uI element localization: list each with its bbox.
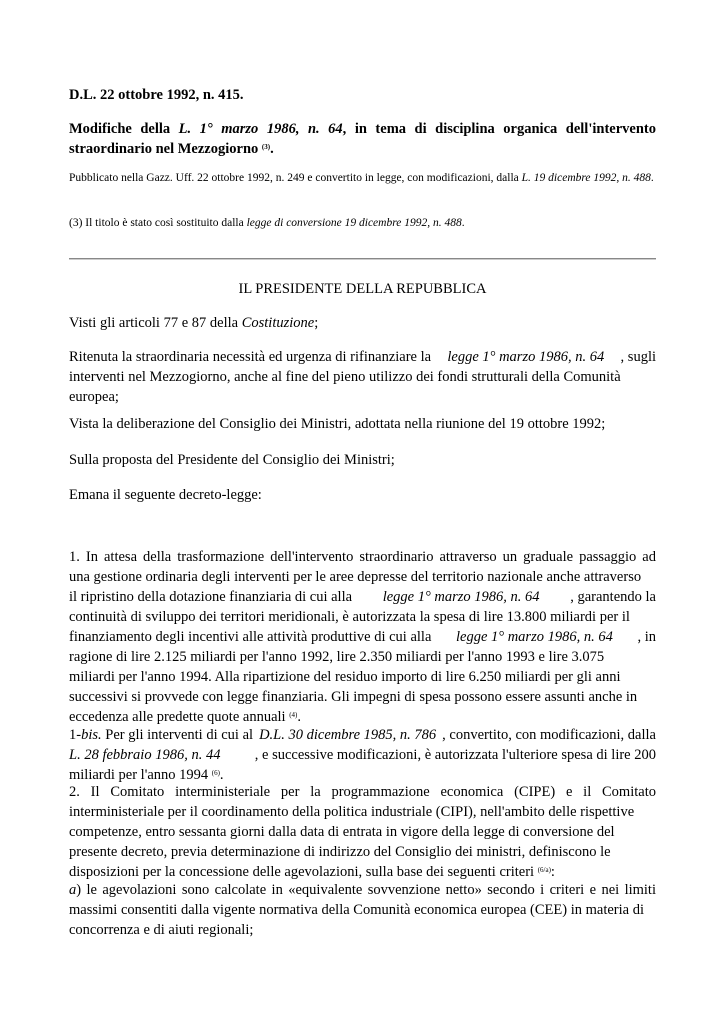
art2-line-5 <box>69 862 656 882</box>
art1-l5-law: legge 1° marzo 1986, n. 64 <box>456 629 613 645</box>
art1-line-4: continuità di sviluppo dei territori meridionali, è autorizzata la spesa di lire 13.800 miliardi per il <box>69 609 630 625</box>
art1-line-3 <box>69 587 656 607</box>
heading-text: Modifiche della <box>69 121 179 137</box>
visti-end: ; <box>314 315 319 331</box>
art1-line-1: 1. In attesa della trasformazione dell'intervento straordinario attraverso un graduale passaggio ad <box>69 549 656 565</box>
decree-heading <box>69 119 656 159</box>
crit-a-line-3: concorrenza e di aiuti regionali; <box>69 922 254 938</box>
art1bis-line-2 <box>69 745 656 765</box>
art1bis-l1-end: , convertito, con modificazioni, dalla <box>442 727 656 743</box>
ritenuta-line-1 <box>69 347 656 367</box>
article-1bis-paragraph <box>69 725 656 785</box>
art1bis-l1-pre: Per gli interventi di cui al <box>101 727 254 743</box>
article-1-paragraph <box>69 547 656 727</box>
crit-a-l1 <box>69 882 656 898</box>
ritenuta-paragraph <box>69 347 656 407</box>
dl-786-ref: D.L. 30 dicembre 1985, n. 786 <box>259 727 437 743</box>
art2-line-3: competenze, entro sessanta giorni dalla data di entrata in vigore della legge di conversione del <box>69 824 615 840</box>
art2-l5-text: disposizioni per la concessione delle agevolazioni, sulla base dei seguenti criteri <box>69 864 538 880</box>
divider <box>69 258 656 260</box>
art1bis-l3-text: miliardi per l'anno 1994 <box>69 767 212 783</box>
art1-line-2: una gestione ordinaria degli interventi per le aree depresse del territorio nazionale anche attraverso <box>69 569 642 585</box>
ritenuta-line-2: interventi nel Mezzogiorno, anche al fine del pieno utilizzo dei fondi strutturali della Comunità <box>69 369 621 385</box>
footnote-ref-4: (4) <box>289 711 298 719</box>
art1bis-l2-end: , e successive modificazioni, è autorizzata l'ulteriore spesa di lire 200 <box>254 747 656 763</box>
footnote-3-end: . <box>461 217 465 229</box>
art1-l3-end: , garantendo la <box>570 589 656 605</box>
crit-a-line-2: massimi consentiti dalla vigente normativa della Comunità economica europea (CEE) in materia di <box>69 902 644 918</box>
footnote-3-text: (3) Il titolo è stato così sostituito dalla <box>69 217 247 229</box>
criterion-a-paragraph <box>69 880 656 940</box>
sulla-paragraph: Sulla proposta del Presidente del Consiglio dei Ministri; <box>69 452 395 468</box>
art1-line-5 <box>69 627 656 647</box>
footnote-3-law: legge di conversione 19 dicembre 1992, n. 488 <box>246 217 462 229</box>
article-2-paragraph <box>69 782 656 882</box>
art2-line-4: presente decreto, previa determinazione di indirizzo del Consiglio dei ministri, definiscono le <box>69 844 611 860</box>
constitution-ref: Costituzione <box>241 315 315 331</box>
decree-title: D.L. 22 ottobre 1992, n. 415. <box>69 87 244 103</box>
footnote-ref-6a: (6/a) <box>537 866 551 874</box>
visti-text: Visti gli articoli 77 e 87 della <box>69 315 242 331</box>
footnote-ref-3: (3) <box>261 143 271 151</box>
art1bis-bis: bis. <box>81 727 102 743</box>
art1-line-6: ragione di lire 2.125 miliardi per l'anno 1992, lire 2.350 miliardi per l'anno 1993 e lire 3.075 <box>69 649 605 665</box>
art1-line-7: miliardi per l'anno 1994. Alla ripartizione del residuo importo di lire 6.250 miliardi per gli anni <box>69 669 621 685</box>
art1-l3-law: legge 1° marzo 1986, n. 64 <box>382 589 540 605</box>
art1bis-number: 1- <box>69 727 82 743</box>
art2-line-1: 2. Il Comitato interministeriale per la programmazione economica (CIPE) e il Comitato <box>69 784 656 800</box>
footnote-ref-6: (6) <box>211 769 220 777</box>
art2-l5-end: : <box>550 864 555 880</box>
publication-text: Pubblicato nella Gazz. Uff. 22 ottobre 1992, n. 249 e convertito in legge, con modificazioni, dalla <box>69 172 522 184</box>
art1-l9-text: eccedenza alle predette quote annuali <box>69 709 290 725</box>
vista-paragraph: Vista la deliberazione del Consiglio dei Ministri, adottata nella riunione del 19 ottobre 1992; <box>69 416 606 432</box>
art2-line-2: interministeriale per il coordinamento della politica industriale (CIPI), nell'ambito delle rispettive <box>69 804 635 820</box>
heading-text-cont: , in tema di disciplina organica dell'intervento straordinario nel Mezzogiorno <box>69 121 656 157</box>
publication-note <box>69 171 656 185</box>
art1-l5-text: finanziamento degli incentivi alle attività produttive di cui alla <box>69 629 432 645</box>
footnote-3 <box>69 216 656 230</box>
art1-line-9 <box>69 707 656 727</box>
heading-law-link: L. 1° marzo 1986, n. 64 <box>178 121 343 137</box>
art1bis-line-1 <box>69 725 656 745</box>
publication-law: L. 19 dicembre 1992, n. 488 <box>521 172 651 184</box>
visti-paragraph <box>69 313 656 333</box>
publication-end: . <box>650 172 654 184</box>
art1-line-8: successivi si provvede con legge finanziaria. Gli impegni di spesa possono essere assunti anche in <box>69 689 638 705</box>
ritenuta-line-3: europea; <box>69 389 119 405</box>
crit-a-l1-text: ) le agevolazioni sono calcolate in «equivalente sovvenzione netto» secondo i criteri e nei limiti <box>76 882 656 898</box>
heading-end: . <box>270 141 274 157</box>
art1bis-l3-end: . <box>219 767 224 783</box>
emana-paragraph: Emana il seguente decreto-legge: <box>69 487 262 503</box>
president-heading: IL PRESIDENTE DELLA REPUBBLICA <box>238 281 487 297</box>
ritenuta-text-end: , sugli <box>620 349 656 365</box>
law-44-ref: L. 28 febbraio 1986, n. 44 <box>69 747 221 763</box>
art1-l3-text: il ripristino della dotazione finanziaria di cui alla <box>69 589 353 605</box>
crit-a-line-1 <box>69 880 656 900</box>
art1-l5-end: , in <box>637 629 656 645</box>
art1bis-l1-text <box>69 725 253 745</box>
ritenuta-text: Ritenuta la straordinaria necessità ed urgenza di rifinanziare la <box>69 349 432 365</box>
art1-l9-end: . <box>297 709 301 725</box>
law-64-ref: legge 1° marzo 1986, n. 64 <box>447 349 605 365</box>
crit-a-letter: a <box>69 882 77 898</box>
